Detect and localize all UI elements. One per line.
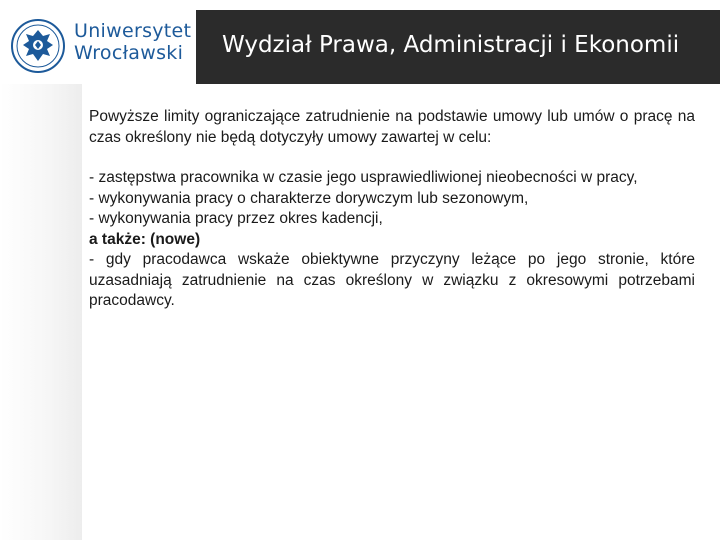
university-name	[74, 20, 194, 64]
university-logo	[0, 0, 196, 84]
paragraph-gap	[89, 148, 695, 168]
list-item: - wykonywania pracy przez okres kadencji,	[89, 210, 383, 227]
title-bar	[196, 10, 720, 84]
list-item: - wykonywania pracy o charakterze dorywczym lub sezonowym,	[89, 189, 529, 207]
body-text	[89, 107, 695, 312]
list-item: - zastępstwa pracownika w czasie jego usprawiedliwionej nieobecności w pracy,	[89, 169, 638, 186]
content-area	[82, 84, 720, 540]
university-crest-icon	[10, 18, 66, 74]
also-heading: a także: (nowe)	[89, 230, 201, 248]
university-name-line1: Uniwersytet	[74, 20, 192, 42]
new-list-item: - gdy pracodawca wskaże obiektywne przyczyny leżące po jego stronie, które uzasadniają zatrudnienie na czas określony w związku z okresowymi potrzebami pracodawcy.	[89, 251, 695, 309]
page-title: Wydział Prawa, Administracji i Ekonomii	[222, 32, 680, 58]
intro-paragraph: Powyższe limity ograniczające zatrudnienie na podstawie umowy lub umów o pracę na czas określony nie będą dotyczyły umowy zawartej w celu:	[89, 108, 695, 146]
university-name-line2: Wrocławski	[74, 42, 184, 64]
